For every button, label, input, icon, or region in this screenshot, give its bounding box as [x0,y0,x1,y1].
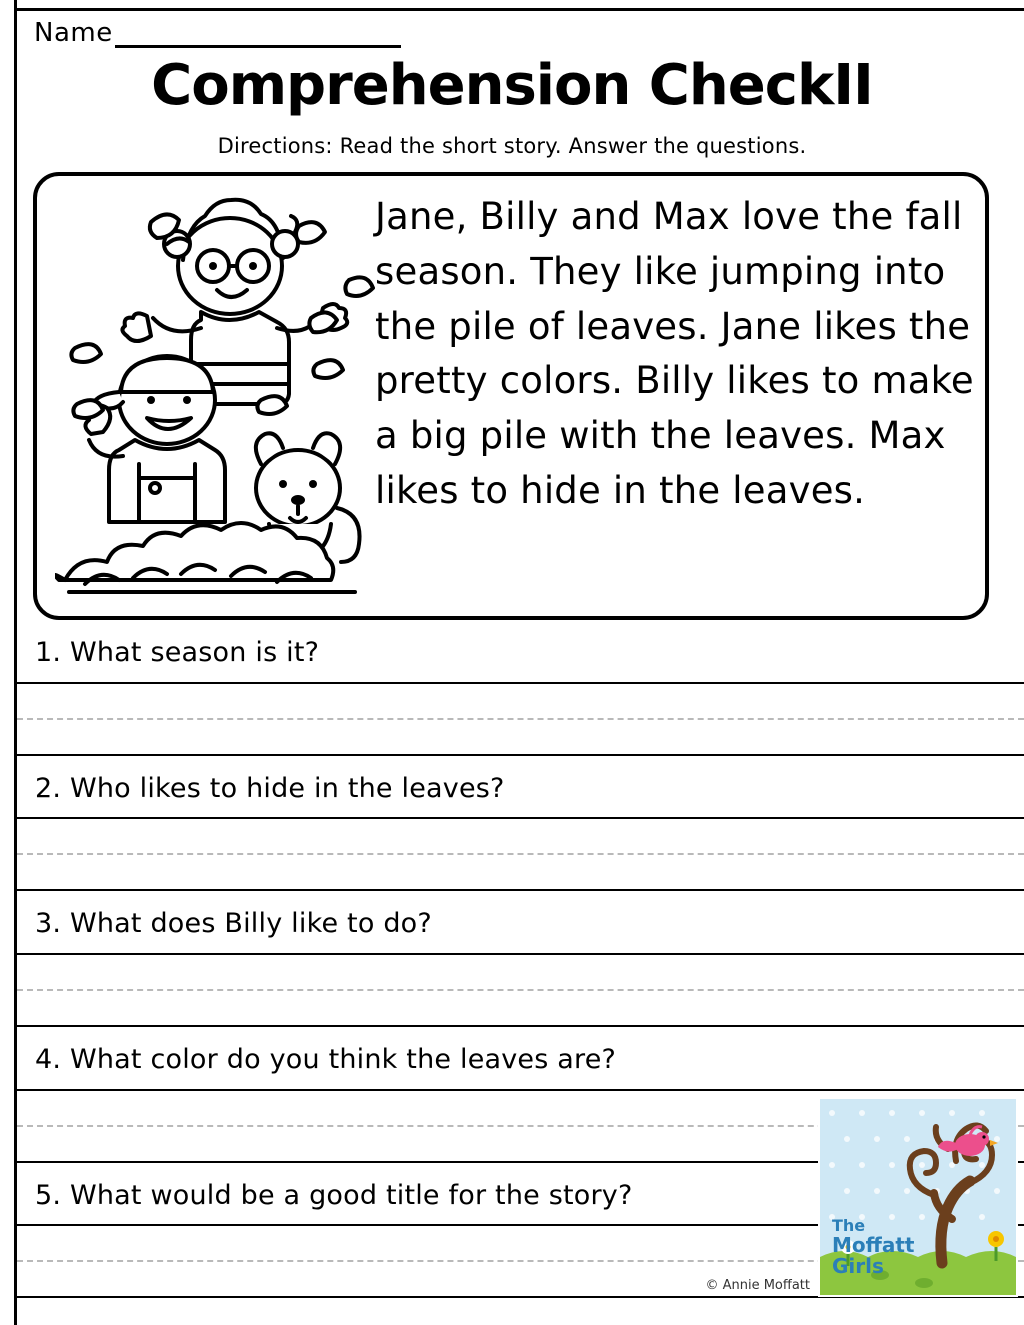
top-border-rule [14,8,1024,11]
question-block-2 [17,756,1024,892]
question-text-1: 1. What season is it? [35,637,320,668]
question-text-3: 3. What does Billy like to do? [35,908,432,940]
logo-line-3: Girls [832,1254,884,1278]
story-text: Jane, Billy and Max love the fall season. They like jumping into the pile of leaves. Jane likes the pretty colors. Billy likes to make a big pile with the leaves. Max likes to hide in the leaves. [375,195,974,512]
copyright-credit: © Annie Moffatt [705,1278,810,1293]
question-text-4: 4. What color do you think the leaves are? [35,1044,617,1076]
story-box [33,172,989,620]
question-block-1 [17,620,1024,756]
logo-line-2: Moffatt [832,1233,915,1257]
question-text-5: 5. What would be a good title for the story? [35,1179,633,1211]
fall-children-illustration [55,188,375,608]
logo-text [832,1218,914,1277]
name-label: Name [34,18,113,48]
name-field-row [34,18,401,48]
page-title [0,53,1024,118]
page-title-text: Comprehension Check [151,53,834,118]
page-title-numeral: II [833,53,873,118]
question-text-2: 2. Who likes to hide in the leaves? [35,772,505,804]
moffatt-girls-logo [818,1097,1018,1297]
directions-text: Directions: Read the short story. Answer the questions. [217,134,807,158]
question-block-3 [17,891,1024,1027]
name-input-blank[interactable] [115,19,401,48]
logo-line-1: The [832,1216,866,1236]
